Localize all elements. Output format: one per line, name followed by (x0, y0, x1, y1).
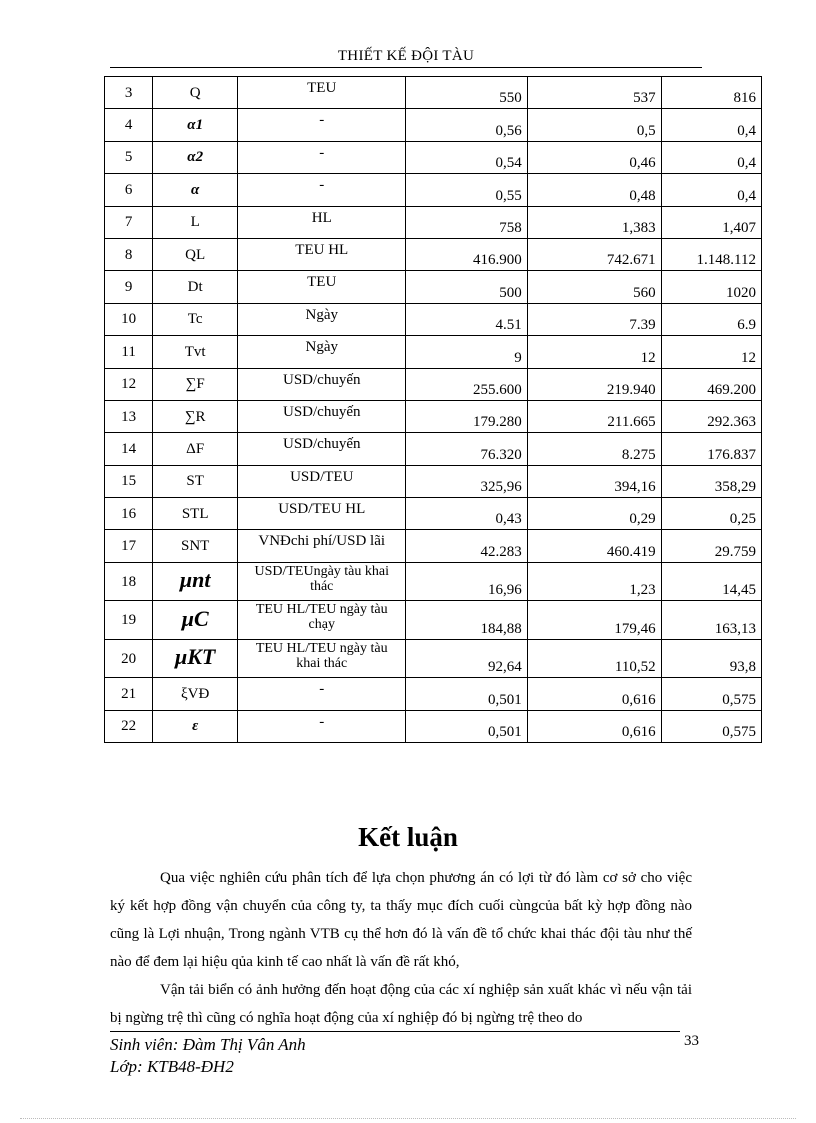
value-option-2-text: 0,616 (621, 691, 656, 708)
paragraph-2: Vận tải biển có ảnh hưởng đến hoạt động của các xí nghiệp sản xuất khác vì nếu vận tải bị ngừng trệ thì cũng có nghĩa hoạt động của xí nghiệp đó bị ngừng trệ theo do (110, 982, 692, 1026)
row-symbol-text: ξVĐ (181, 686, 210, 703)
row-number (105, 601, 153, 640)
row-unit-text: VNĐchi phí/USD lãi (258, 533, 386, 550)
row-number-text: 5 (124, 149, 133, 166)
footer (110, 1034, 306, 1078)
value-option-3-text: 0,4 (737, 122, 756, 139)
row-number (105, 678, 153, 710)
value-option-1 (406, 562, 527, 601)
row-unit-text: Ngày (305, 339, 338, 356)
row-number (105, 271, 153, 303)
row-number-text: 3 (124, 84, 133, 101)
value-option-2-text: 560 (633, 284, 656, 301)
row-number (105, 400, 153, 432)
row-unit-text: USD/chuyến (282, 371, 361, 388)
row-number (105, 368, 153, 400)
row-symbol-text: STL (181, 505, 209, 522)
value-option-3-text: 816 (733, 90, 756, 107)
value-option-1-text: 0,54 (495, 155, 522, 172)
row-symbol (153, 77, 238, 109)
row-number (105, 433, 153, 465)
value-option-1-text: 325,96 (480, 479, 522, 496)
row-unit (238, 400, 406, 432)
row-unit-text: - (319, 681, 325, 698)
row-unit (238, 206, 406, 238)
value-option-3 (661, 498, 761, 530)
value-option-2 (527, 678, 661, 710)
value-option-3 (661, 141, 761, 173)
row-unit-text: USD/chuyến (282, 403, 361, 420)
value-option-3 (661, 710, 761, 742)
row-unit (238, 678, 406, 710)
row-unit-text: - (319, 112, 325, 129)
value-option-2 (527, 465, 661, 497)
table-row (105, 433, 762, 465)
value-option-2 (527, 206, 661, 238)
row-symbol-text: μC (181, 605, 209, 631)
row-unit-text: HL (311, 209, 332, 226)
value-option-1-text: 9 (514, 349, 522, 366)
table-row (105, 710, 762, 742)
value-option-2 (527, 336, 661, 368)
row-unit-text: TEU HL/TEU ngày tàu khai thác (255, 640, 388, 671)
row-unit (238, 174, 406, 206)
value-option-3-text: 163,13 (714, 620, 756, 637)
row-unit (238, 141, 406, 173)
value-option-2 (527, 368, 661, 400)
value-option-1 (406, 271, 527, 303)
value-option-3-text: 1020 (726, 284, 756, 301)
row-unit-text: TEU (307, 274, 337, 291)
value-option-2 (527, 109, 661, 141)
value-option-3-text: 0,575 (722, 724, 756, 741)
row-symbol (153, 303, 238, 335)
section-title: Kết luận (358, 822, 458, 852)
value-option-3 (661, 678, 761, 710)
value-option-1 (406, 530, 527, 562)
value-option-3-text: 0,25 (729, 511, 756, 528)
row-symbol-text: ∑R (184, 408, 206, 425)
value-option-2-text: 12 (640, 349, 656, 366)
row-unit-text: USD/chuyến (282, 436, 361, 453)
row-symbol-text: ε (192, 718, 199, 735)
value-option-3 (661, 400, 761, 432)
value-option-3 (661, 238, 761, 270)
table-row (105, 141, 762, 173)
value-option-3-text: 1,407 (722, 219, 756, 236)
value-option-3-text: 176.837 (707, 446, 756, 463)
row-number-text: 7 (124, 214, 133, 231)
value-option-2 (527, 238, 661, 270)
row-number-text: 11 (121, 343, 136, 360)
row-unit (238, 303, 406, 335)
row-unit (238, 433, 406, 465)
row-number-text: 18 (121, 573, 137, 590)
value-option-3 (661, 109, 761, 141)
value-option-1 (406, 368, 527, 400)
value-option-3 (661, 174, 761, 206)
row-symbol (153, 562, 238, 601)
row-symbol (153, 336, 238, 368)
value-option-3 (661, 368, 761, 400)
row-number-text: 12 (121, 376, 137, 393)
row-number (105, 639, 153, 678)
row-unit (238, 562, 406, 601)
row-number-text: 16 (121, 505, 137, 522)
row-unit-text: - (319, 713, 325, 730)
row-number (105, 498, 153, 530)
page-number: 33 (684, 1033, 699, 1049)
row-symbol-text: L (190, 214, 200, 231)
value-option-1 (406, 303, 527, 335)
row-number-text: 6 (124, 181, 133, 198)
row-symbol (153, 530, 238, 562)
value-option-2 (527, 400, 661, 432)
value-option-3 (661, 271, 761, 303)
data-table (104, 76, 762, 743)
value-option-1 (406, 465, 527, 497)
table-row (105, 174, 762, 206)
value-option-3 (661, 433, 761, 465)
row-number-text: 17 (121, 538, 137, 555)
value-option-2 (527, 433, 661, 465)
row-number-text: 21 (121, 686, 137, 703)
paragraph-1: Qua việc nghiên cứu phân tích để lựa chọn phương án có lợi từ đó làm cơ sở cho việc ký kết hợp đồng vận chuyển của công ty, ta thấy mục đích cuối cùngcủa bất kỳ hợp đồng nào cũng là Lợi nhuận, Trong ngành VTB cụ thể hơn đó là vấn đề tổ chức khai thác đội tàu như thế nào để đem lại hiệu qủa kinh tế cao nhất là vấn đề rất khó, (110, 870, 692, 970)
value-option-1-text: 4.51 (495, 317, 522, 334)
row-symbol (153, 141, 238, 173)
row-unit-text: USD/TEU (290, 468, 354, 485)
value-option-2 (527, 601, 661, 640)
row-unit (238, 639, 406, 678)
value-option-3-text: 358,29 (714, 479, 756, 496)
row-symbol (153, 109, 238, 141)
row-symbol-text: α (191, 181, 200, 198)
row-symbol (153, 368, 238, 400)
row-symbol (153, 678, 238, 710)
value-option-1 (406, 174, 527, 206)
value-option-3-text: 14,45 (722, 582, 756, 599)
value-option-2-text: 8.275 (621, 446, 656, 463)
value-option-2 (527, 271, 661, 303)
row-symbol-text: μKT (175, 644, 216, 670)
value-option-2-text: 219.940 (606, 381, 656, 398)
value-option-3 (661, 639, 761, 678)
row-number-text: 22 (121, 718, 137, 735)
page-header: THIẾT KẾ ĐỘI TÀU (110, 48, 702, 68)
row-symbol (153, 710, 238, 742)
value-option-1-text: 255.600 (473, 381, 522, 398)
row-symbol (153, 601, 238, 640)
value-option-1-text: 758 (499, 219, 522, 236)
row-symbol (153, 433, 238, 465)
table-row (105, 238, 762, 270)
value-option-2 (527, 530, 661, 562)
value-option-1-text: 0,501 (488, 724, 522, 741)
value-option-1 (406, 639, 527, 678)
row-unit-text: USD/TEU HL (278, 501, 366, 518)
row-number-text: 8 (124, 246, 133, 263)
row-unit-text: Ngày (305, 306, 338, 323)
row-symbol-text: Tvt (184, 343, 206, 360)
value-option-1-text: 42.283 (480, 543, 522, 560)
row-symbol (153, 465, 238, 497)
table-row (105, 271, 762, 303)
value-option-2-text: 460.419 (606, 543, 656, 560)
value-option-1 (406, 238, 527, 270)
row-number (105, 206, 153, 238)
value-option-3-text: 1.148.112 (696, 252, 756, 269)
table-row (105, 562, 762, 601)
value-option-3-text: 469.200 (707, 381, 756, 398)
row-symbol-text: SNT (181, 538, 210, 555)
row-number (105, 710, 153, 742)
row-symbol (153, 400, 238, 432)
table-row (105, 639, 762, 678)
footer-divider (110, 1031, 680, 1032)
row-unit-text: - (319, 177, 325, 194)
row-unit (238, 271, 406, 303)
value-option-1-text: 0,56 (495, 122, 522, 139)
table-row (105, 368, 762, 400)
row-number (105, 336, 153, 368)
row-number-text: 14 (121, 440, 137, 457)
table-row (105, 465, 762, 497)
row-unit (238, 109, 406, 141)
value-option-1 (406, 336, 527, 368)
row-number-text: 13 (121, 408, 137, 425)
row-symbol-text: μnt (179, 567, 211, 593)
row-symbol (153, 206, 238, 238)
row-unit-text: TEU HL/TEU ngày tàu chạy (255, 602, 388, 633)
row-symbol-text: ΔF (186, 440, 205, 457)
value-option-1 (406, 601, 527, 640)
value-option-1 (406, 710, 527, 742)
value-option-2 (527, 562, 661, 601)
row-number-text: 15 (121, 473, 137, 490)
value-option-2 (527, 498, 661, 530)
value-option-2-text: 537 (633, 90, 656, 107)
table-row (105, 109, 762, 141)
value-option-2-text: 394,16 (614, 479, 656, 496)
table-row (105, 498, 762, 530)
value-option-2 (527, 710, 661, 742)
value-option-1 (406, 77, 527, 109)
row-symbol (153, 271, 238, 303)
value-option-1-text: 0,501 (488, 691, 522, 708)
row-symbol-text: Dt (187, 279, 203, 296)
value-option-3 (661, 303, 761, 335)
value-option-3 (661, 601, 761, 640)
row-unit-text: TEU (307, 80, 337, 96)
table-row (105, 678, 762, 710)
value-option-1 (406, 206, 527, 238)
value-option-2-text: 742.671 (606, 252, 656, 269)
value-option-1-text: 500 (499, 284, 522, 301)
value-option-2-text: 0,5 (636, 122, 656, 139)
value-option-1 (406, 400, 527, 432)
row-unit (238, 77, 406, 109)
value-option-1-text: 76.320 (480, 446, 522, 463)
row-symbol-text: QL (185, 246, 206, 263)
row-unit (238, 498, 406, 530)
value-option-3-text: 6.9 (737, 317, 756, 334)
row-unit (238, 530, 406, 562)
row-unit (238, 368, 406, 400)
table-row (105, 303, 762, 335)
value-option-3 (661, 465, 761, 497)
value-option-3-text: 12 (741, 349, 756, 366)
row-symbol-text: α1 (187, 117, 204, 134)
value-option-2-text: 0,29 (629, 511, 656, 528)
row-number (105, 174, 153, 206)
value-option-3-text: 93,8 (729, 659, 756, 676)
row-number-text: 19 (121, 612, 137, 629)
row-unit (238, 238, 406, 270)
value-option-2-text: 1,23 (629, 582, 656, 599)
row-number-text: 20 (121, 650, 137, 667)
row-unit (238, 465, 406, 497)
value-option-1 (406, 109, 527, 141)
value-option-2-text: 1,383 (621, 219, 656, 236)
value-option-2 (527, 639, 661, 678)
value-option-3 (661, 530, 761, 562)
value-option-1-text: 184,88 (480, 620, 522, 637)
conclusion-body (110, 864, 692, 1032)
row-number (105, 465, 153, 497)
value-option-3 (661, 77, 761, 109)
value-option-2-text: 179,46 (614, 620, 656, 637)
table-row (105, 601, 762, 640)
row-symbol (153, 174, 238, 206)
row-symbol (153, 498, 238, 530)
class-name: Lớp: KTB48-ĐH2 (110, 1057, 234, 1076)
table-row (105, 336, 762, 368)
value-option-2 (527, 77, 661, 109)
row-number (105, 109, 153, 141)
value-option-1-text: 179.280 (473, 414, 522, 431)
value-option-3-text: 29.759 (714, 543, 756, 560)
table-row (105, 206, 762, 238)
row-unit-text: - (319, 144, 325, 161)
value-option-3 (661, 336, 761, 368)
row-unit (238, 710, 406, 742)
value-option-3 (661, 206, 761, 238)
value-option-3-text: 292.363 (707, 414, 756, 431)
value-option-2-text: 0,48 (629, 187, 656, 204)
value-option-1-text: 92,64 (488, 659, 522, 676)
table-row (105, 400, 762, 432)
row-number (105, 562, 153, 601)
value-option-1-text: 16,96 (488, 582, 522, 599)
row-unit-text: USD/TEUngày tàu khai thác (254, 563, 389, 594)
row-number-text: 10 (121, 311, 137, 328)
value-option-1 (406, 433, 527, 465)
row-number (105, 77, 153, 109)
row-symbol-text: Q (189, 84, 201, 101)
row-symbol-text: ST (186, 473, 204, 490)
row-symbol-text: α2 (187, 149, 204, 166)
row-number (105, 303, 153, 335)
row-symbol (153, 639, 238, 678)
table-row (105, 77, 762, 109)
row-unit (238, 601, 406, 640)
value-option-1-text: 550 (499, 90, 522, 107)
value-option-1 (406, 678, 527, 710)
value-option-1-text: 0,43 (495, 511, 522, 528)
value-option-1-text: 0,55 (495, 187, 522, 204)
row-symbol-text: ∑F (185, 376, 205, 393)
row-symbol-text: Tc (187, 311, 203, 328)
student-name: Sinh viên: Đàm Thị Vân Anh (110, 1035, 306, 1054)
value-option-2-text: 211.665 (607, 414, 656, 431)
value-option-2 (527, 141, 661, 173)
value-option-2-text: 0,46 (629, 155, 656, 172)
value-option-2-text: 110,52 (614, 659, 656, 676)
value-option-3-text: 0,575 (722, 691, 756, 708)
row-symbol (153, 238, 238, 270)
row-number (105, 530, 153, 562)
row-number (105, 238, 153, 270)
value-option-3-text: 0,4 (737, 155, 756, 172)
value-option-1 (406, 141, 527, 173)
row-number (105, 141, 153, 173)
row-number-text: 9 (124, 279, 133, 296)
value-option-1-text: 416.900 (473, 252, 522, 269)
table-row (105, 530, 762, 562)
row-unit-text: TEU HL (295, 241, 349, 258)
page-edge-divider (20, 1118, 796, 1119)
value-option-1 (406, 498, 527, 530)
value-option-2 (527, 303, 661, 335)
value-option-3-text: 0,4 (737, 187, 756, 204)
row-number-text: 4 (124, 117, 133, 134)
value-option-2 (527, 174, 661, 206)
value-option-3 (661, 562, 761, 601)
value-option-2-text: 7.39 (629, 317, 656, 334)
row-unit (238, 336, 406, 368)
value-option-2-text: 0,616 (621, 724, 656, 741)
